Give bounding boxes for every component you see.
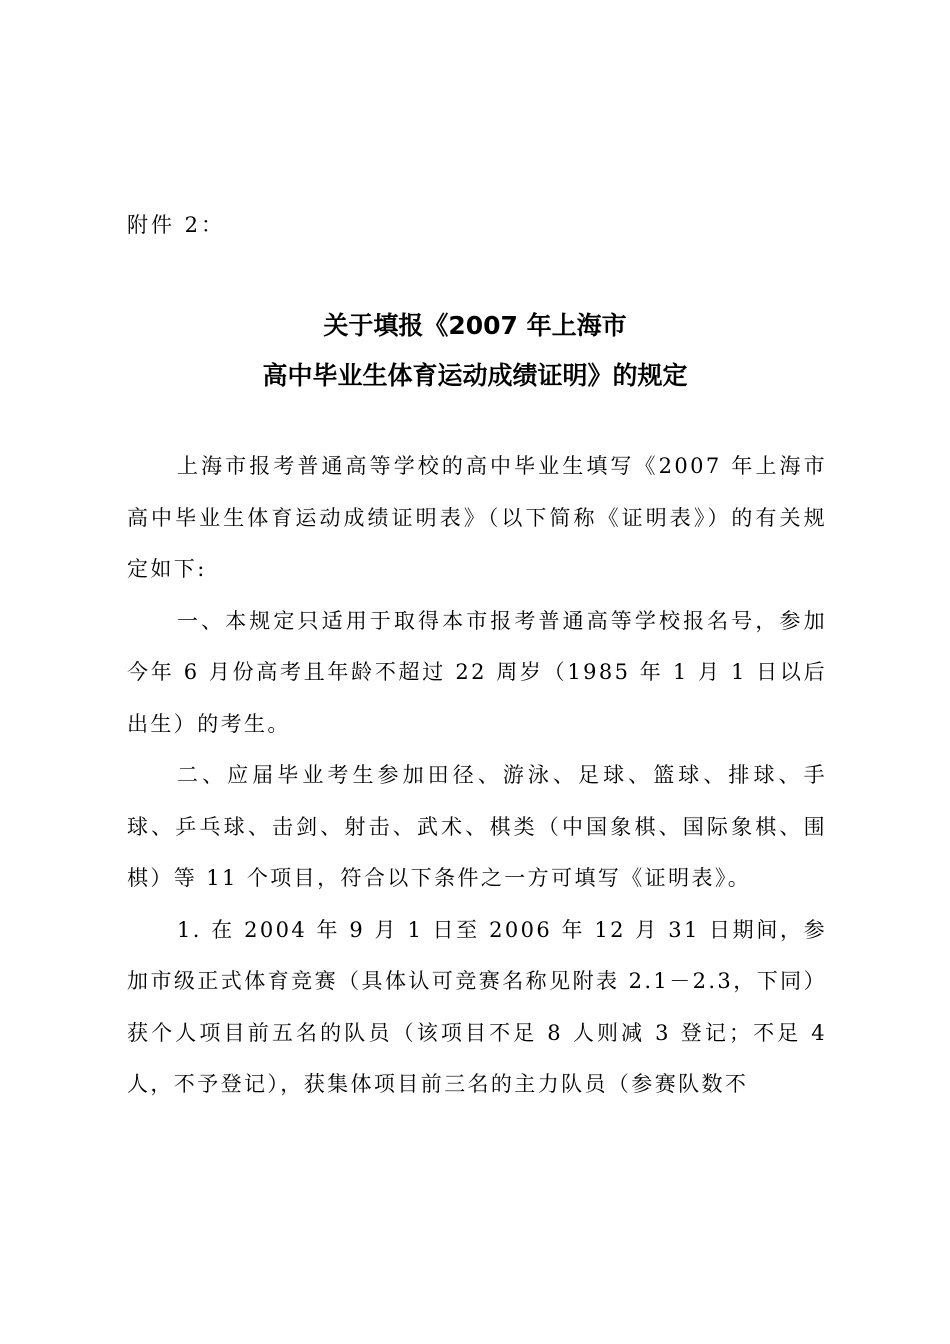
paragraph-intro: 上海市报考普通高等学校的高中毕业生填写《2007 年上海市高中毕业生体育运动成绩证明表》（以下简称《证明表》）的有关规定如下: — [127, 454, 827, 581]
paragraph-section-2: 二、应届毕业考生参加田径、游泳、足球、篮球、排球、手球、乒乓球、击剑、射击、武术、棋类（中国象棋、国际象棋、围棋）等 11 个项目，符合以下条件之一方可填写《证明表》。 — [127, 763, 827, 890]
attachment-label: 附件 2： — [127, 213, 226, 237]
document-body — [127, 441, 827, 1111]
document-title-line-1: 关于填报《2007 年上海市 — [323, 311, 627, 340]
paragraph-item-1: 1. 在 2004 年 9 月 1 日至 2006 年 12 月 31 日期间，参加市级正式体育竞赛（具体认可竞赛名称见附表 2.1－2.3，下同）获个人项目前五名的队员（该项目不足 8 人则减 3 登记；不足 4 人，不予登记），获集体项目前三名的主力队员（参赛队数不 — [127, 917, 827, 1096]
document-title-line-2: 高中毕业生体育运动成绩证明》的规定 — [262, 361, 688, 390]
paragraph-section-1: 一、本规定只适用于取得本市报考普通高等学校报名号，参加今年 6 月份高考且年龄不超过 22 周岁（1985 年 1 月 1 日以后出生）的考生。 — [127, 608, 827, 736]
